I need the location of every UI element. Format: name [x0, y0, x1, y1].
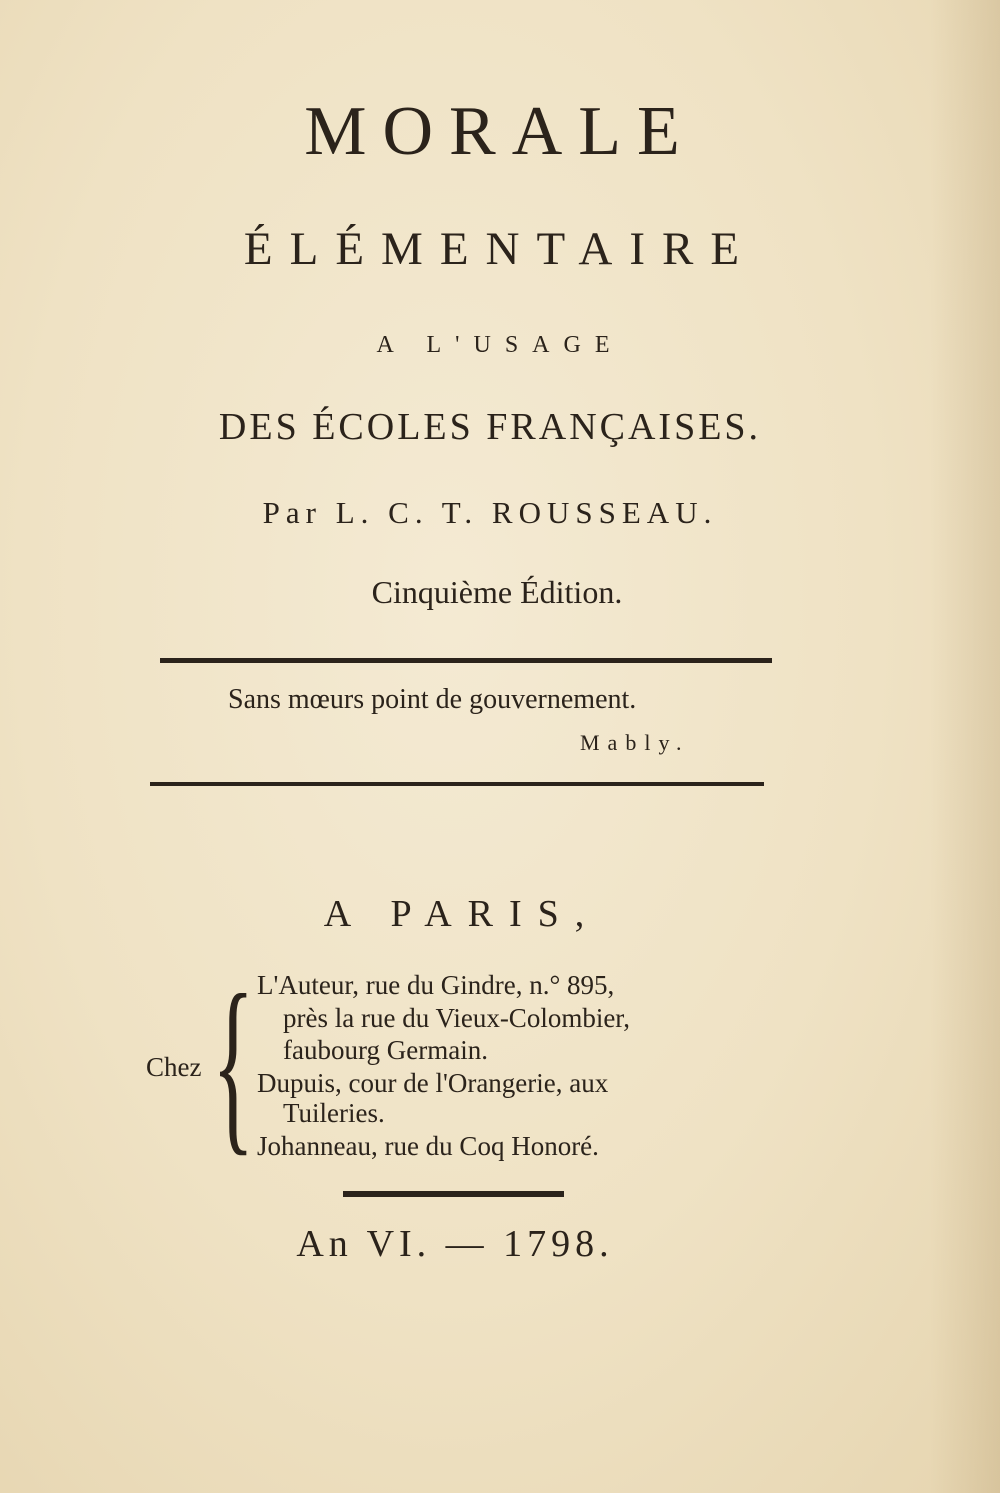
epigraph-attribution: Mably.: [580, 730, 690, 755]
imprint-line-1: L'Auteur, rue du Gindre, n.° 895,: [257, 970, 615, 1000]
divider-rule-top: [160, 658, 772, 663]
imprint-chez: Chez: [146, 1052, 202, 1082]
imprint-line-2: près la rue du Vieux-Colombier,: [283, 1003, 630, 1033]
epigraph-quote: Sans mœurs point de gouvernement.: [228, 684, 637, 715]
imprint-city: A PARIS,: [323, 893, 601, 935]
imprint-line-5: Tuileries.: [283, 1098, 385, 1128]
imprint-date: An VI. — 1798.: [296, 1223, 614, 1265]
author-line: Par L. C. T. ROUSSEAU.: [262, 495, 718, 530]
title-line-morale: MORALE: [304, 93, 696, 170]
curly-brace-icon: {: [212, 955, 255, 1172]
title-line-usage: A L'USAGE: [376, 332, 624, 358]
divider-rule-imprint: [343, 1191, 564, 1197]
title-line-ecoles: DES ÉCOLES FRANÇAISES.: [218, 406, 762, 448]
imprint-line-6: Johanneau, rue du Coq Honoré.: [257, 1131, 599, 1161]
edition-line: Cinquième Édition.: [371, 574, 623, 610]
divider-rule-bottom: [150, 782, 764, 786]
title-line-elementaire: ÉLÉMENTAIRE: [243, 223, 757, 275]
imprint-line-3: faubourg Germain.: [283, 1035, 488, 1065]
imprint-line-4: Dupuis, cour de l'Orangerie, aux: [257, 1068, 609, 1098]
